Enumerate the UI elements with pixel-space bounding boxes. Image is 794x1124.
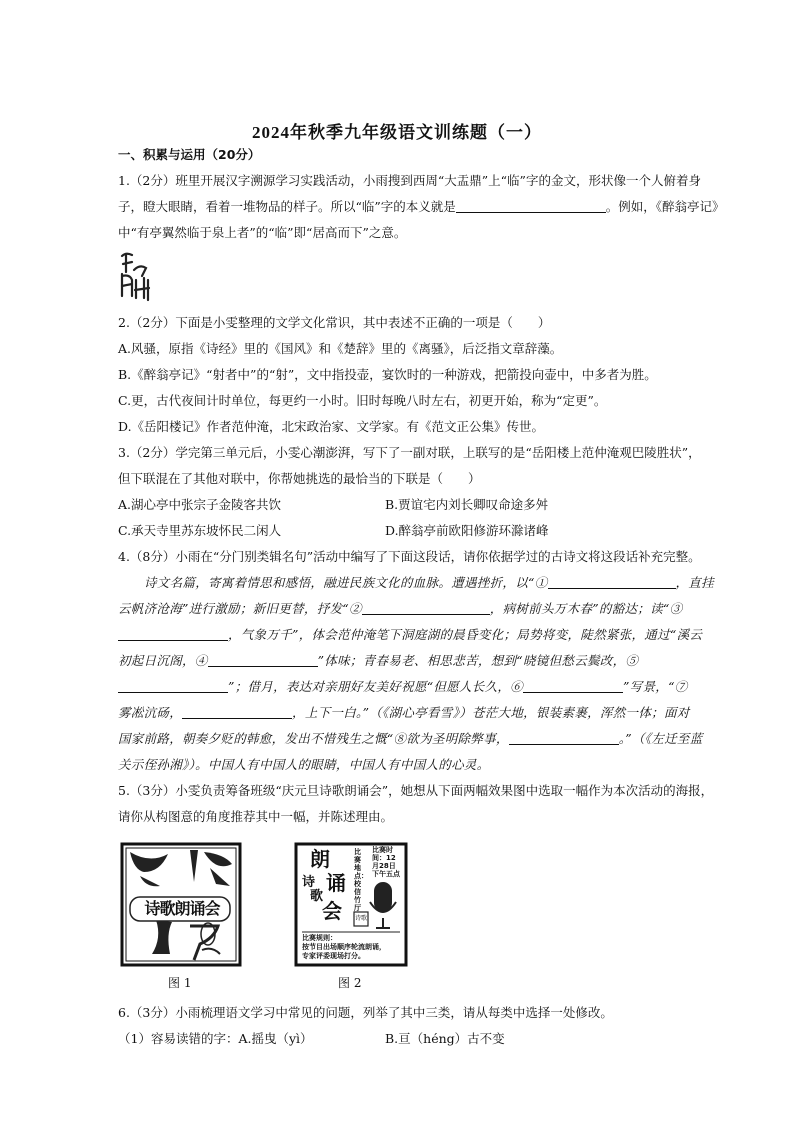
q1-line-2 [118, 194, 725, 220]
poster2-small-2: 歌 [310, 889, 324, 904]
poster-figures [118, 830, 688, 1000]
poster-figure-1[interactable] [120, 842, 242, 967]
q4-text: ”写景，“⑦ [622, 679, 688, 694]
q4-blank-2[interactable] [362, 600, 490, 615]
q3-option-a[interactable]: A.湖心亭中张宗子金陵客共饮 [118, 497, 282, 512]
bronze-script-glyph-image [118, 250, 158, 306]
q3-option-c[interactable]: C.承天寺里苏东坡怀民二闲人 [118, 523, 282, 538]
q4-blank-3[interactable] [118, 626, 228, 641]
q4-passage-line-3 [118, 622, 703, 648]
poster2-venue: 比赛地点：校信竹厅 [354, 848, 368, 912]
poster2-rules-title: 比赛规则： [302, 934, 337, 942]
q1-line-3: 中“有亭翼然临于泉上者”的“临”即“居高而下”之意。 [118, 225, 407, 240]
q4-text: ，气象万千”，体会范仲淹笔下洞庭湖的晨昏变化；局势将变，陡然紧张，通过“溪云 [228, 627, 703, 642]
q4-text: ，上下一白。”（《湖心亭看雪》）苍茫大地，银装素裹，浑然一体；面对 [292, 705, 690, 720]
q4-text: 。”（《左迁至蓝 [618, 731, 703, 746]
q4-blank-1[interactable] [548, 574, 676, 589]
q4-text: ”；借月，表达对亲朋好友美好祝愿“但愿人长久，⑥ [228, 679, 523, 694]
page-title: 2024年秋季九年级语文训练题（一） [252, 123, 542, 142]
poster2-char-2: 诵 [326, 871, 346, 895]
q3-options-row-1 [118, 492, 688, 518]
q4-passage-line-7 [118, 726, 703, 752]
q1-text: 子，瞪大眼睛，看着一堆物品的样子。所以“临”字的本义就是 [118, 199, 456, 214]
q1-text-2: 。例如，《醉翁亭记》 [605, 199, 725, 214]
q4-passage-line-5 [118, 674, 688, 700]
q4-blank-7[interactable] [182, 704, 292, 719]
q2-option-d[interactable]: D.《岳阳楼记》作者范仲淹，北宋政治家、文学家。有《范文正公集》传世。 [118, 419, 545, 434]
q4-text: ，直挂 [675, 575, 714, 590]
q4-passage-line-1 [118, 570, 714, 596]
q4-text: 初起日沉阁，④ [118, 653, 208, 668]
poster2-rules-2: 专家评委现场打分。 [302, 952, 365, 960]
q1-answer-blank[interactable] [456, 198, 606, 213]
q4-text: ”体味；青春易老、相思悲苦，想到“晓镜但愁云鬓改，⑤ [317, 653, 639, 668]
q2-option-b[interactable]: B.《醉翁亭记》“射者中”的“射”，文中指投壶，宴饮时的一种游戏，把箭投向壶中，中多者为胜。 [118, 367, 657, 382]
q1-line-1: 1.（2分）班里开展汉字溯源学习实践活动，小雨搜到西周“大盂鼎”上“临”字的金文，形状像一个人俯着身 [118, 173, 701, 188]
poster2-rules-1: 按节目出场顺序轮流朗诵， [302, 943, 386, 951]
q6-item-1b[interactable]: B.亘（héng）古不变 [385, 1031, 505, 1046]
q4-blank-4[interactable] [208, 652, 318, 667]
q5-stem-2: 请你从构图意的角度推荐其中一幅，并陈述理由。 [118, 809, 394, 824]
q2-option-a[interactable]: A.风骚，原指《诗经》里的《国风》和《楚辞》里的《离骚》，后泛指文章辞藻。 [118, 341, 563, 356]
poster2-seal: 诗歌 [355, 915, 368, 922]
exam-content [118, 142, 725, 1052]
q3-options-row-2 [118, 518, 688, 544]
q4-stem: 4.（8分）小雨在“分门别类辑名句”活动中编写了下面这段话，请你依据学过的古诗文将这段话补充完整。 [118, 549, 701, 564]
q4-text: 国家前路，朝奏夕贬的韩愈，发出不惜残生之慨“⑧欲为圣明除弊事， [118, 731, 509, 746]
q4-passage-line-8: 关示侄孙湘》）。中国人有中国人的眼睛，中国人有中国人的心灵。 [118, 757, 490, 772]
q4-passage-line-2 [118, 596, 688, 622]
q3-stem-2: 但下联混在了其他对联中，你帮她挑选的最恰当的下联是（ ） [118, 471, 481, 486]
q6-item-1a[interactable]: （1）容易读错的字：A.摇曳（yì） [118, 1031, 313, 1046]
q3-option-b[interactable]: B.贾谊宅内刘长卿叹命途多舛 [385, 497, 549, 512]
poster2-char-1: 朗 [310, 847, 330, 871]
poster-figure-2[interactable] [294, 842, 408, 967]
q5-stem-1: 5.（3分）小雯负责筹备班级“庆元旦诗歌朗诵会”，她想从下面两幅效果图中选取一幅作为本次活动的海报， [118, 783, 714, 798]
poster2-time: 比赛时间：12月28日下午五点 [372, 846, 400, 878]
q2-option-c[interactable]: C.更，古代夜间计时单位，每更约一小时。旧时每晚八时左右，初更开始，称为“定更”。 [118, 393, 607, 408]
section-heading: 一、积累与运用（20分） [118, 147, 261, 162]
q3-stem-1: 3.（2分）学完第三单元后，小雯心潮澎湃，写下了一副对联，上联写的是“岳阳楼上范仲淹观巴陵胜状”， [118, 445, 701, 460]
q4-blank-8[interactable] [509, 730, 619, 745]
q6-stem: 6.（3分）小雨梳理语文学习中常见的问题，列举了其中三类，请从每类中选择一处修改。 [118, 1005, 613, 1020]
poster1-headline: 诗歌朗诵会 [144, 899, 220, 918]
q4-blank-6[interactable] [523, 678, 623, 693]
q2-stem: 2.（2分）下面是小雯整理的文学文化常识，其中表述不正确的一项是（ ） [118, 315, 551, 330]
q4-text: ，病树前头万木春”的豁达；读“③ [489, 601, 683, 616]
q4-text: 雾凇沆砀， [118, 705, 183, 720]
q6-row-1 [118, 1026, 688, 1052]
q4-passage-line-4 [118, 648, 688, 674]
q4-text: 云帆济沧海”进行激励；新旧更替，抒发“② [118, 601, 362, 616]
q3-option-d[interactable]: D.醉翁亭前欧阳修游环滁诸峰 [385, 523, 549, 538]
poster2-char-3: 会 [322, 899, 342, 923]
q4-blank-5[interactable] [118, 678, 228, 693]
figure-2-caption: 图 2 [338, 976, 362, 990]
q4-passage-line-6 [118, 700, 688, 726]
figure-1-caption: 图 1 [168, 976, 192, 990]
q4-text: 诗文名篇，寄寓着情思和感悟，融进民族文化的血脉。遭遇挫折，以“① [144, 575, 548, 590]
poster2-small-1: 诗 [302, 875, 316, 890]
